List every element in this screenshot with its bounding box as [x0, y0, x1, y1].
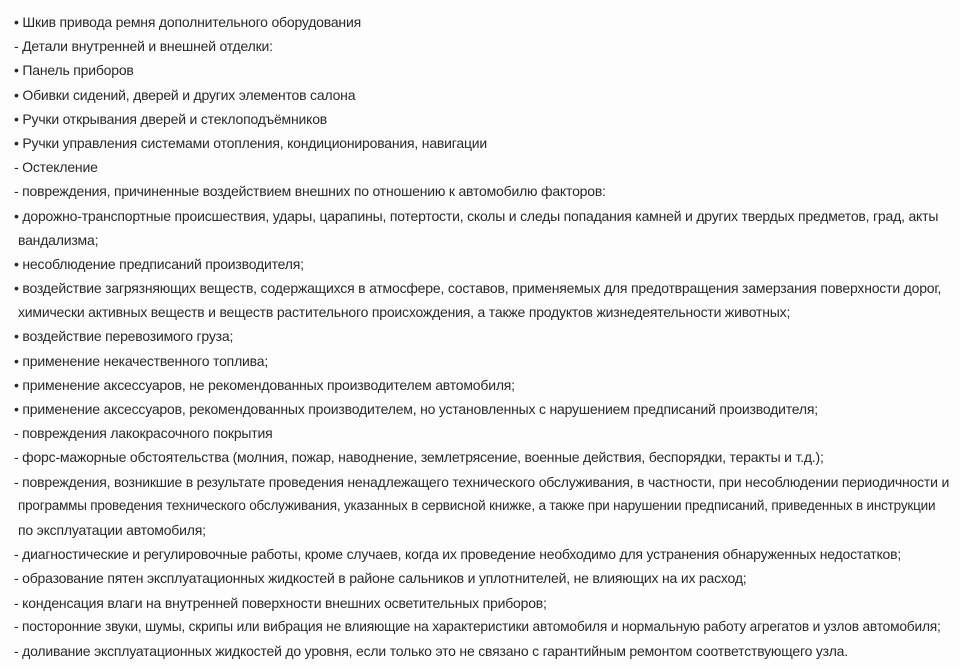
text-line: • Ручки открывания дверей и стеклоподъёмников [14, 110, 328, 127]
text-line: - посторонние звуки, шумы, скрипы или вибрация не влияющие на характеристики автомобиля и нормальную работу агрегатов и узлов автомобиля; [14, 618, 941, 634]
text-line: - форс-мажорные обстоятельства (молния, пожар, наводнение, землетрясение, военные действия, беспорядки, теракты и т.д.); [14, 449, 824, 466]
text-line: - повреждения лакокрасочного покрытия [14, 425, 273, 442]
text-line-continuation: программы проведения технического обслуживания, указанных в сервисной книжке, а также при нарушении предписаний, приведенных в инструкции [18, 497, 936, 513]
text-line: • применение некачественного топлива; [14, 352, 269, 369]
text-line: • Шкив привода ремня дополнительного оборудования [14, 14, 361, 30]
text-line-continuation: вандализма; [18, 231, 99, 248]
text-line: • воздействие перевозимого груза; [14, 328, 234, 345]
text-line: - конденсация влаги на внутренней поверхности внешних осветительных приборов; [14, 594, 547, 611]
text-line: - диагностические и регулировочные работы, кроме случаев, когда их проведение необходимо для устранения обнаруженных недостатков; [14, 546, 902, 563]
text-line: - Детали внутренней и внешней отделки: [14, 38, 273, 55]
text-line: • несоблюдение предписаний производителя; [14, 255, 304, 272]
text-line-continuation: по эксплуатации автомобиля; [18, 521, 206, 538]
text-line: • Панель приборов [14, 62, 134, 79]
text-line: • Обивки сидений, дверей и других элементов салона [14, 86, 356, 103]
text-line: - повреждения, причиненные воздействием внешних по отношению к автомобилю факторов: [14, 183, 606, 200]
text-line: • применение аксессуаров, не рекомендованных производителем автомобиля; [14, 376, 515, 393]
text-line: • Ручки управления системами отопления, кондиционирования, навигации [14, 134, 488, 151]
text-line: - образование пятен эксплуатационных жидкостей в районе сальников и уплотнителей, не влияющих на их расход; [14, 570, 747, 587]
text-line: • дорожно-транспортные происшествия, удары, царапины, потертости, сколы и следы попадания камней и других твердых предметов, град, акты [14, 207, 939, 224]
text-line-continuation: химически активных веществ и веществ растительного происхождения, а также продуктов жизнедеятельности животных; [18, 304, 791, 321]
text-line: - повреждения, возникшие в результате проведения ненадлежащего технического обслуживания, в частности, при несоблюдении периодичности и [14, 473, 950, 490]
text-line: • воздействие загрязняющих веществ, содержащихся в атмосфере, составов, применяемых для предотвращения замерзания поверхности дорог, [14, 280, 942, 297]
text-line: - Остекление [14, 159, 98, 176]
text-line: - доливание эксплуатационных жидкостей до уровня, если только это не связано с гарантийным ремонтом соответствующего узла. [14, 642, 848, 659]
text-line: • применение аксессуаров, рекомендованных производителем, но установленных с нарушением предписаний производителя; [14, 401, 818, 417]
document-text-block [14, 10, 950, 663]
